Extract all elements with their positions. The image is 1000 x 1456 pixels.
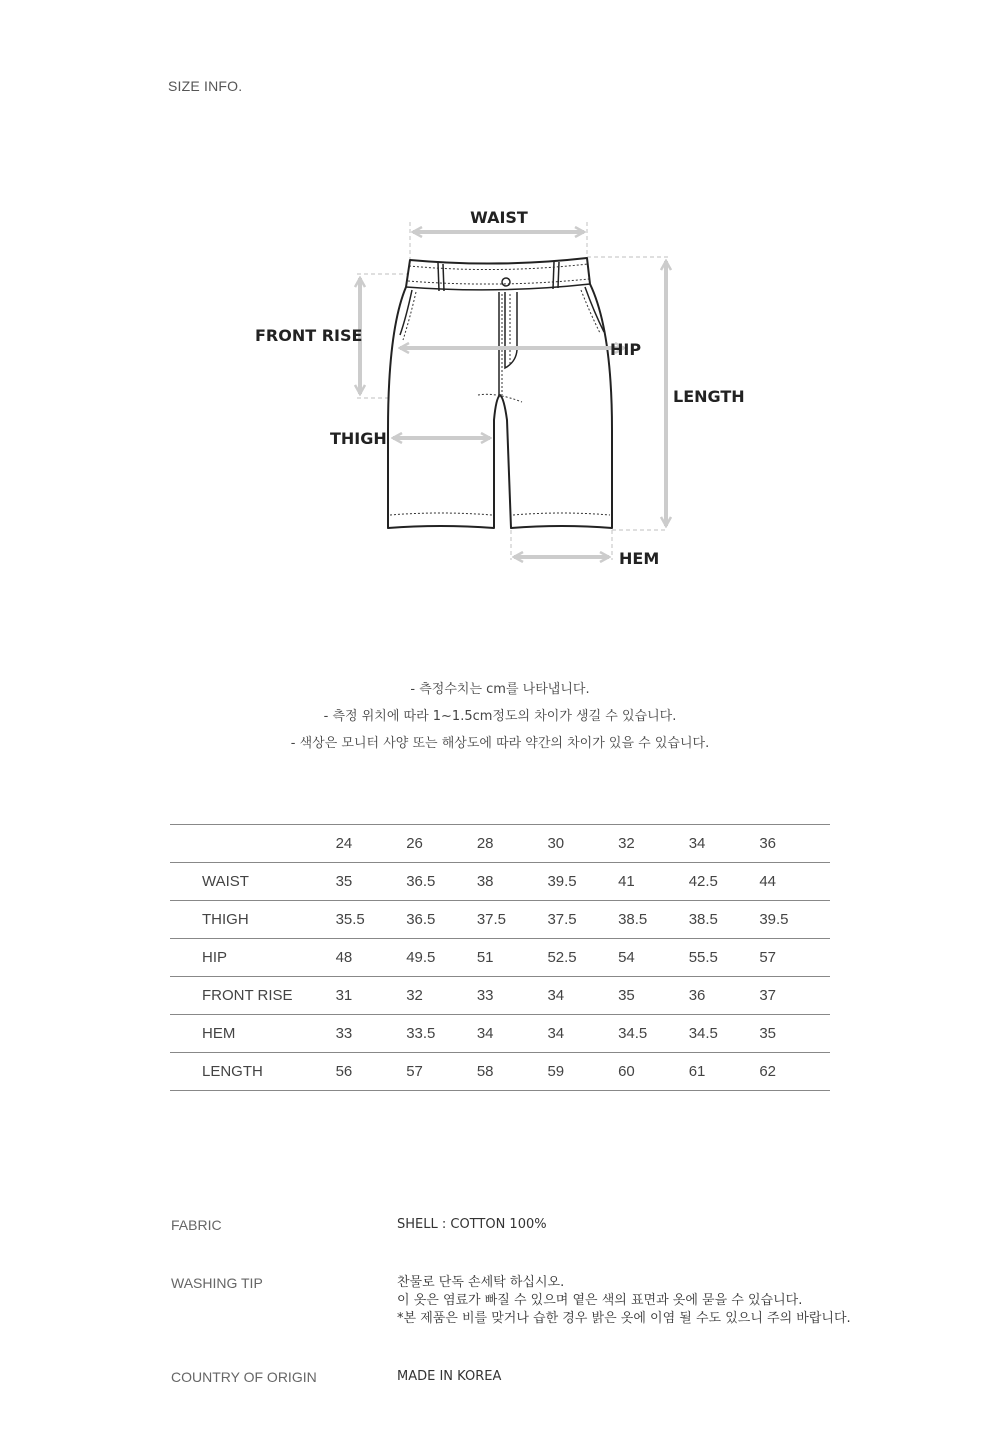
header-empty-cell xyxy=(170,825,336,863)
table-cell: 38.5 xyxy=(689,901,760,939)
washing-tip-line: 찬물로 단독 손세탁 하십시오. xyxy=(397,1275,565,1290)
table-cell: 34.5 xyxy=(618,1015,689,1053)
table-cell: 36.5 xyxy=(406,901,477,939)
table-cell: 52.5 xyxy=(547,939,618,977)
table-cell: 36 xyxy=(689,977,760,1015)
table-cell: 61 xyxy=(689,1053,760,1091)
waist-label: WAIST xyxy=(470,208,528,227)
shorts-measurement-diagram xyxy=(0,190,1000,590)
table-row xyxy=(170,863,830,901)
length-label: LENGTH xyxy=(673,387,745,406)
table-row xyxy=(170,901,830,939)
washing-tip-text xyxy=(397,1274,851,1328)
table-cell: 35 xyxy=(759,1015,830,1053)
thigh-label: THIGH xyxy=(330,429,387,448)
table-cell: 35 xyxy=(618,977,689,1015)
table-cell: 57 xyxy=(406,1053,477,1091)
size-table xyxy=(170,824,830,1091)
washing-tip-line: *본 제품은 비를 맞거나 습한 경우 밝은 옷에 이염 될 수도 있으니 주의 바랍니다. xyxy=(397,1311,851,1326)
table-cell: 56 xyxy=(336,1053,407,1091)
table-cell: 49.5 xyxy=(406,939,477,977)
size-column-header: 30 xyxy=(547,825,618,863)
table-cell: 37 xyxy=(759,977,830,1015)
shorts-icon xyxy=(388,258,612,528)
hem-label: HEM xyxy=(619,549,660,568)
table-cell: 34 xyxy=(547,1015,618,1053)
size-column-header: 24 xyxy=(336,825,407,863)
fabric-value: SHELL : COTTON 100% xyxy=(397,1217,547,1232)
table-row xyxy=(170,977,830,1015)
size-column-header: 28 xyxy=(477,825,548,863)
table-cell: 55.5 xyxy=(689,939,760,977)
table-cell: 38.5 xyxy=(618,901,689,939)
table-cell: 48 xyxy=(336,939,407,977)
table-row xyxy=(170,1053,830,1091)
table-cell: 54 xyxy=(618,939,689,977)
hip-label: HIP xyxy=(610,340,642,359)
table-cell: 58 xyxy=(477,1053,548,1091)
size-column-header: 36 xyxy=(759,825,830,863)
size-column-header: 32 xyxy=(618,825,689,863)
table-cell: 42.5 xyxy=(689,863,760,901)
size-column-header: 34 xyxy=(689,825,760,863)
table-cell: 39.5 xyxy=(547,863,618,901)
table-row xyxy=(170,1015,830,1053)
table-cell: 37.5 xyxy=(547,901,618,939)
table-cell: 60 xyxy=(618,1053,689,1091)
table-cell: 38 xyxy=(477,863,548,901)
size-column-header: 26 xyxy=(406,825,477,863)
table-cell: 59 xyxy=(547,1053,618,1091)
table-cell: 34 xyxy=(547,977,618,1015)
table-cell: 33.5 xyxy=(406,1015,477,1053)
row-label: LENGTH xyxy=(170,1053,336,1091)
front-rise-label: FRONT RISE xyxy=(255,326,363,345)
table-cell: 34 xyxy=(477,1015,548,1053)
table-cell: 51 xyxy=(477,939,548,977)
washing-tip-line: 이 옷은 염료가 빠질 수 있으며 옅은 색의 표면과 옷에 묻을 수 있습니다. xyxy=(397,1293,803,1308)
note-line: - 측정수치는 cm를 나타냅니다. xyxy=(410,682,590,697)
country-of-origin-label: COUNTRY OF ORIGIN xyxy=(171,1369,317,1385)
table-cell: 35 xyxy=(336,863,407,901)
row-label: WAIST xyxy=(170,863,336,901)
row-label: HEM xyxy=(170,1015,336,1053)
table-cell: 62 xyxy=(759,1053,830,1091)
row-label: HIP xyxy=(170,939,336,977)
fabric-label: FABRIC xyxy=(171,1217,222,1233)
row-label: THIGH xyxy=(170,901,336,939)
country-of-origin-value: MADE IN KOREA xyxy=(397,1369,502,1384)
table-cell: 33 xyxy=(336,1015,407,1053)
table-cell: 39.5 xyxy=(759,901,830,939)
note-line: - 측정 위치에 따라 1~1.5cm정도의 차이가 생길 수 있습니다. xyxy=(323,709,677,724)
table-cell: 35.5 xyxy=(336,901,407,939)
table-cell: 32 xyxy=(406,977,477,1015)
note-line: - 색상은 모니터 사양 또는 해상도에 따라 약간의 차이가 있을 수 있습니다. xyxy=(290,736,710,751)
row-label: FRONT RISE xyxy=(170,977,336,1015)
washing-tip-label: WASHING TIP xyxy=(171,1275,263,1291)
page-title: SIZE INFO. xyxy=(168,78,243,94)
measurement-notes xyxy=(0,680,1000,761)
table-cell: 34.5 xyxy=(689,1015,760,1053)
table-cell: 41 xyxy=(618,863,689,901)
table-cell: 37.5 xyxy=(477,901,548,939)
table-cell: 31 xyxy=(336,977,407,1015)
table-cell: 44 xyxy=(759,863,830,901)
table-cell: 57 xyxy=(759,939,830,977)
table-cell: 33 xyxy=(477,977,548,1015)
table-cell: 36.5 xyxy=(406,863,477,901)
table-row xyxy=(170,939,830,977)
size-header-row xyxy=(170,825,830,863)
